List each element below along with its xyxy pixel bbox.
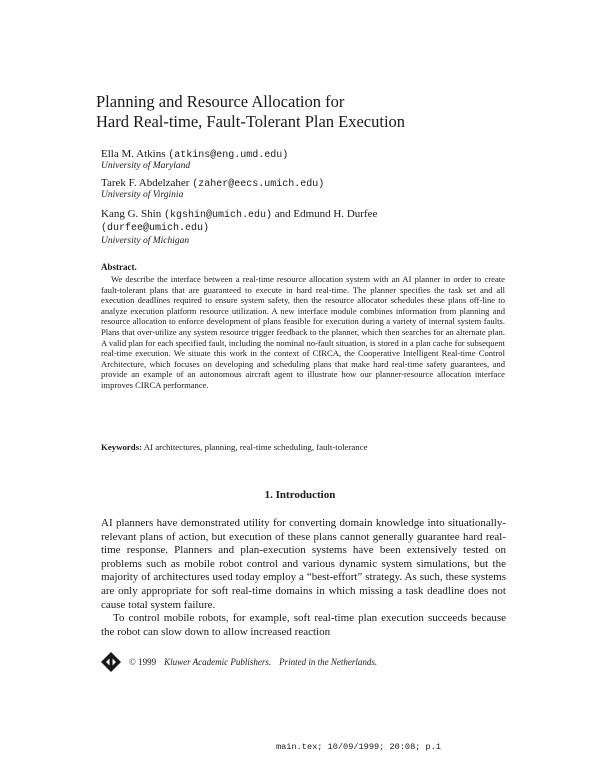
author-2 <box>101 177 324 191</box>
paper-title <box>96 92 405 132</box>
title-line-2: Hard Real-time, Fault-Tolerant Plan Execution <box>96 112 406 131</box>
author-name: Edmund H. Durfee <box>293 208 378 220</box>
author-name: Kang G. Shin <box>101 208 162 220</box>
keywords-text: AI architectures, planning, real-time scheduling, fault-tolerance <box>143 442 368 452</box>
author-group <box>101 208 377 222</box>
author-email: (zaher@eecs.umich.edu) <box>192 179 325 190</box>
abstract-text: We describe the interface between a real-time resource allocation system with an AI planner in order to create fault-tolerant plans that are guaranteed to execute in hard real-time. The planner specifies the task set and all execution deadlines required to ensure system safety, then the resource allocator schedules these plans off-line to analyze execution platform resource utilization. A new interface module combines information from planning and resource allocation to enforce development of plans feasible for execution during a variety of internal system faults. Plans that over-utilize any system resource trigger feedback to the planner, which then searches for an alternate plan. A valid plan for each specified fault, including the nominal no-fault situation, is stored in a plan cache for subsequent real-time execution. We situate this work in the context of CIRCA, the Cooperative Intelligent Real-time Control Architecture, which focuses on developing and scheduling plans that make hard real-time safety guarantees, and provide an example of an autonomous aircraft agent to illustrate how our planner-resource allocation interface improves CIRCA performance. <box>101 274 505 390</box>
paragraph: To control mobile robots, for example, soft real-time plan execution succeeds because the robot can slow down to allow increased reaction <box>101 612 506 638</box>
author-1-affiliation: University of Maryland <box>101 161 191 171</box>
author-connector: and <box>274 208 291 220</box>
author-group-affiliation: University of Michigan <box>101 236 190 246</box>
copyright-publisher: Kluwer Academic Publishers. <box>164 657 272 667</box>
keywords <box>101 442 368 452</box>
introduction-body <box>101 517 506 639</box>
author-email: (kgshin@umich.edu) <box>163 210 272 221</box>
page-footer: main.tex; 10/09/1999; 20:08; p.1 <box>276 742 442 752</box>
author-name: Ella M. Atkins <box>101 148 166 160</box>
copyright-place: Printed in the Netherlands. <box>279 657 378 667</box>
publisher-logo-icon <box>101 652 121 672</box>
author-1 <box>101 148 288 162</box>
author-email: (atkins@eng.umd.edu) <box>168 150 289 161</box>
author-name: Tarek F. Abdelzaher <box>101 177 190 189</box>
section-heading: 1. Introduction <box>264 489 336 501</box>
author-group-email: (durfee@umich.edu) <box>101 223 210 234</box>
keywords-label: Keywords: <box>101 442 143 452</box>
abstract-heading: Abstract. <box>101 262 137 272</box>
paragraph: AI planners have demonstrated utility for converting domain knowledge into situationally-relevant plans of action, but execution of these plans cannot generally guarantee hard real-time response. Planners and plan-execution systems have been extensively tested on problems such as mobile robot control and various dynamic system simulations, but the majority of architectures used today employ a “best-effort” strategy. As such, these systems are only appropriate for soft real-time domains in which missing a task deadline does not cause total system failure. <box>101 517 506 611</box>
copyright-year: © 1999 <box>129 657 157 667</box>
author-2-affiliation: University of Virginia <box>101 190 184 200</box>
title-line-1: Planning and Resource Allocation for <box>96 92 345 111</box>
copyright-notice <box>101 652 377 672</box>
